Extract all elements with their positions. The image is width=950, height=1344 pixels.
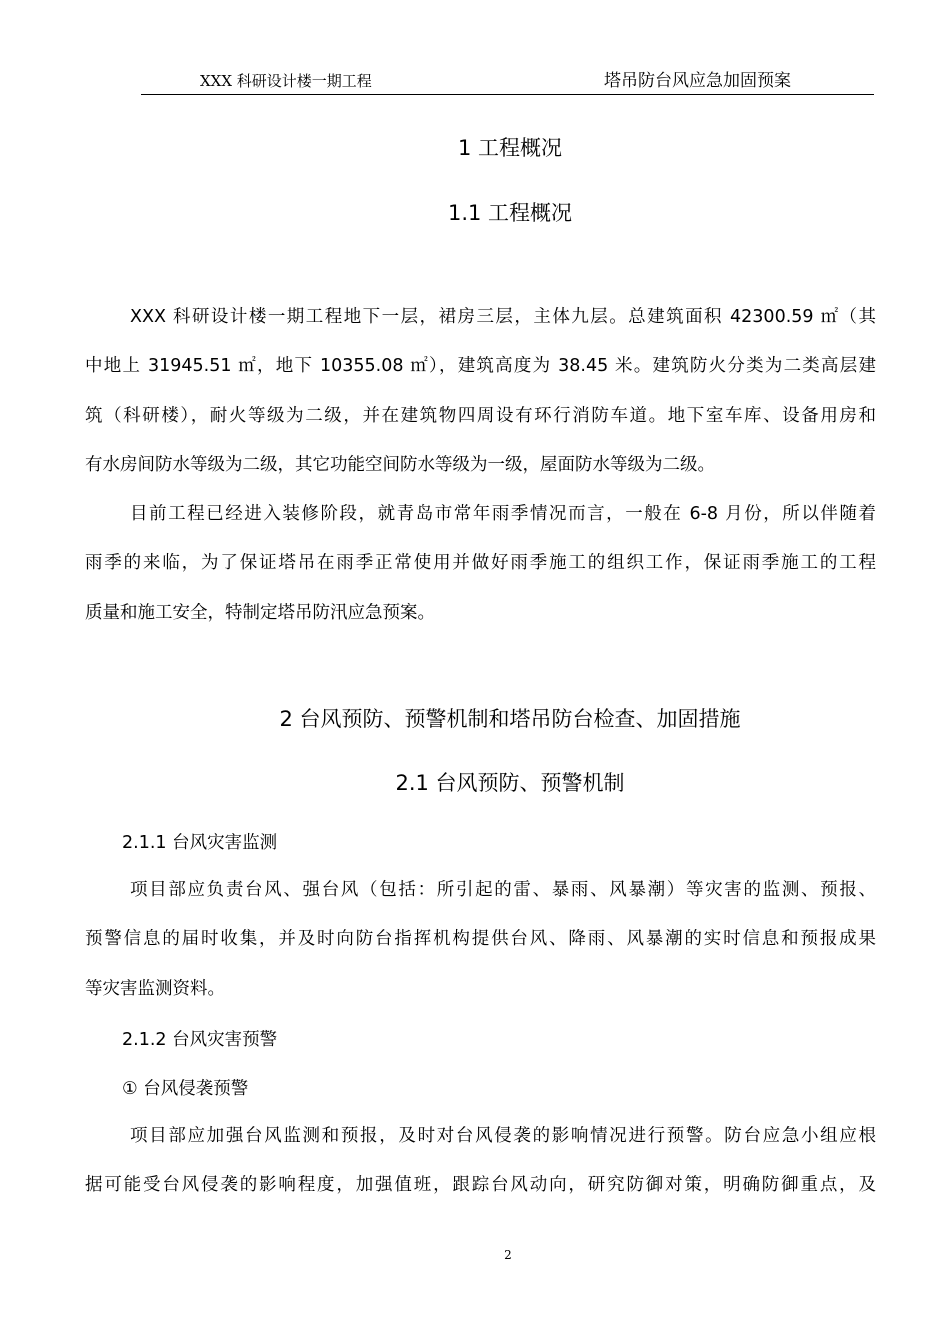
paragraph-line: XXX 科研设计楼一期工程地下一层，裙房三层，主体九层。总建筑面积 42300.59 ㎡（其 [130,307,876,327]
paragraph-typhoon-warning [85,1112,876,1211]
paragraph-line: 筑（科研楼），耐火等级为二级，并在建筑物四周设有环行消防车道。地下室车库、设备用房和 [85,405,876,426]
paragraph-line: 雨季的来临，为了保证塔吊在雨季正常使用并做好雨季施工的组织工作，保证雨季施工的工程 [85,553,876,574]
subheading-2-1-2: 2.1.2 台风灾害预警 [122,1030,278,1050]
page-number: 2 [504,1248,512,1262]
section-heading-2: 2 台风预防、预警机制和塔吊防台检查、加固措施 [279,707,741,731]
paragraph-line: 预警信息的届时收集，并及时向防台指挥机构提供台风、降雨、风暴潮的实时信息和预报成果 [85,929,876,950]
paragraph-line: 等灾害监测资料。 [85,978,225,999]
section-heading-1: 1 工程概况 [457,136,563,160]
header-divider [141,94,874,95]
paragraph-line: 中地上 31945.51 ㎡，地下 10355.08 ㎡），建筑高度为 38.45 米。建筑防火分类为二类高层建 [85,356,876,377]
paragraph-line: 据可能受台风侵袭的影响程度，加强值班，跟踪台风动向，研究防御对策，明确防御重点，及 [85,1175,876,1196]
paragraph-line: 有水房间防水等级为二级，其它功能空间防水等级为一级，屋面防水等级为二级。 [85,455,715,476]
paragraph-line: 项目部应负责台风、强台风（包括：所引起的雷、暴雨、风暴潮）等灾害的监测、预报、 [130,880,876,900]
paragraph-plan-purpose [85,490,876,638]
header-project-name: XXX 科研设计楼一期工程 [200,72,372,90]
paragraph-line: 项目部应加强台风监测和预报，及时对台风侵袭的影响情况进行预警。防台应急小组应根 [130,1126,876,1146]
section-heading-1-1: 1.1 工程概况 [447,201,573,225]
paragraph-project-overview [85,293,876,491]
list-item-typhoon-warning: ① 台风侵袭预警 [122,1079,249,1099]
section-heading-2-1: 2.1 台风预防、预警机制 [395,771,625,795]
header-document-title: 塔吊防台风应急加固预案 [604,71,791,91]
subheading-2-1-1: 2.1.1 台风灾害监测 [122,833,278,853]
paragraph-line: 目前工程已经进入装修阶段，就青岛市常年雨季情况而言，一般在 6-8 月份，所以伴随着 [130,504,876,524]
paragraph-line: 质量和施工安全，特制定塔吊防汛应急预案。 [85,602,435,623]
paragraph-disaster-monitoring [85,866,876,1014]
